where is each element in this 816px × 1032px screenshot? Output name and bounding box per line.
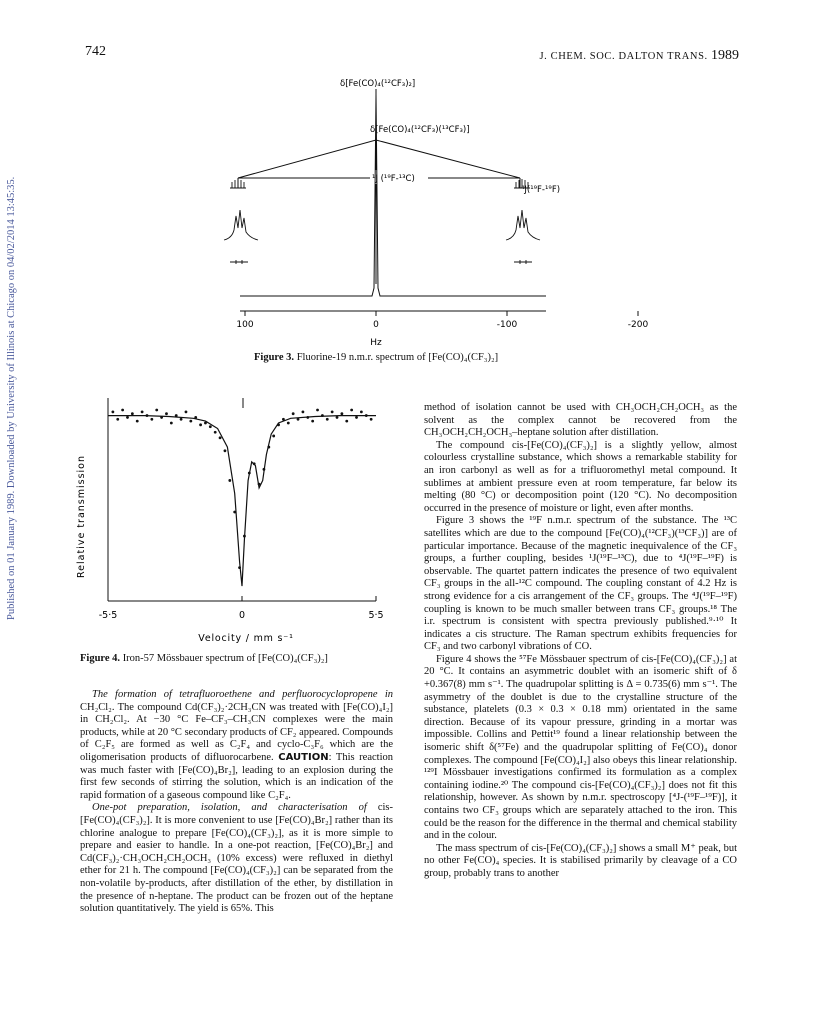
mb-data-point [121,409,124,412]
mb-data-point [355,416,358,419]
mb-x-tick-label: 5·5 [368,610,384,621]
nmr-x-label: Hz [370,338,382,348]
mb-data-point [340,412,343,415]
mb-data-point [336,416,339,419]
journal-year: 1989 [711,48,739,63]
mb-data-point [155,409,158,412]
nmr-satellite-left [224,179,258,264]
caution-label: CAUTION [278,751,329,763]
nmr-main-label: δ[Fe(CO)₄(¹²CF₃)₂] [340,79,416,89]
nmr-4j-label: ⁴J(¹⁹F-¹⁹F) [521,185,561,195]
mb-data-point [316,409,319,412]
nmr-coupling-label: ¹J (¹⁹F-¹³C) [372,174,415,184]
mb-data-point [170,422,173,425]
nmr-x-tick-label: 0 [373,320,379,330]
figure4-mossbauer-chart [76,388,384,646]
mb-data-point [326,418,329,421]
mb-data-point [224,449,227,452]
mb-data-point [370,418,373,421]
mb-data-point [272,435,275,438]
mb-data-point [292,412,295,415]
figure4-caption [80,653,328,664]
nmr-satellite-label: δ[Fe(CO)₄(¹²CF₃)(¹³CF₃)] [370,125,470,135]
mb-y-label: Relative transmission [76,454,87,578]
figure3-caption [254,352,498,363]
mb-data-point [111,410,114,413]
mb-data-point [287,422,290,425]
mb-x-tick-label: 0 [238,610,246,621]
figure3-nmr-chart [228,70,649,348]
mb-fit-curve [108,416,376,586]
mb-data-point [126,416,129,419]
journal-header [539,48,739,64]
mb-data-point [302,410,305,413]
mb-data-point [150,418,153,421]
preparation-text: cis-[Fe(CO)₄(CF₃)₂]. It is more convenient to use [Fe(CO)₄Br₂] rather than its chlorine analogue to prepare [Fe(CO)₄(CF₃)₂], as it is more simple to prepare and easier to handle. In a one-pot reaction, [Fe(CO)₄Br₂] and Cd(CF₃)₂·CH₃OCH₂CH₂OCH₃ (10% excess) were refluxed in diethyl ether for 21 h. The compound [Fe(CO)₄(CF₃)₂] can be separated from the non-volatile by-products, after distillation of the ether, by distillation in the presence of n-heptane. The product can be frozen out of the heptane solution quantitatively. The yield is 65%. This [80,802,393,915]
mb-data-point [331,410,334,413]
mb-axes [108,398,376,601]
paragraph-properties: The compound cis-[Fe(CO)₄(CF₃)₂] is a slightly yellow, almost colourless crystalline substance, which shows a remarkable stability for an iron carbonyl as well as for a trifluoromethyl metal compound. It sublimes at ambient pressure even at room temperature, far below its melting (80 °C) or decomposition point (120 °C). No decomposition occurred in the presence of moisture or light, even after months. [424,439,737,514]
mb-data-point [350,409,353,412]
paragraph-mass-spectrum: The mass spectrum of cis-[Fe(CO)₄(CF₃)₂] shows a small M⁺ peak, but no other Fe(CO)₄ species. It is stabilised primarily by cleavage of a CO group, probably trans to another [424,842,737,879]
mb-data-point [116,418,119,421]
mb-data-point [189,420,192,423]
figure4-caption-label: Figure 4. [80,653,121,664]
mb-data-point [136,420,139,423]
figure4-caption-text: Iron-57 Mössbauer spectrum of [Fe(CO)₄(CF₃)₂] [120,653,328,664]
mb-data-point [219,436,222,439]
section-title-preparation: One-pot preparation, isolation, and characterisation of [92,802,367,814]
mb-data-point [209,425,212,428]
download-stamp: Published on 01 January 1989. Downloaded by University of Illinois at Chicago on 04/02/2014 13:45:35. [6,176,17,620]
nmr-x-tick-label: -200 [627,320,649,330]
formation-text-b: : This reaction was much faster with [Fe(CO)₄Br₂], leading to an explosion during the first few seconds of stirring the solution, which is an indication of the rapid formation of a gaseous compound like C₂F₄. [80,751,393,801]
mb-data-point [311,420,314,423]
left-column [80,689,393,916]
mb-data-point [185,410,188,413]
page-number: 742 [85,44,106,59]
nmr-x-tick-label: 100 [236,320,254,330]
mb-x-label: Velocity / mm s⁻¹ [198,633,294,644]
mb-data-point [345,420,348,423]
mb-data-point [360,410,363,413]
nmr-x-tick-label: -100 [496,320,518,330]
journal-name: J. CHEM. SOC. DALTON TRANS. [539,51,708,62]
paragraph-mossbauer: Figure 4 shows the ⁵⁷Fe Mössbauer spectrum of cis-[Fe(CO)₄(CF₃)₂] at 20 °C. It contains an asymmetric doublet with an isomeric shift of δ +0.367(8) mm s⁻¹. The quadrupolar splitting is Δ = 0.735(6) mm s⁻¹. The asymmetry of the doublet is due to the crystalline structure of the substance, platelets (0.3 × 0.3 × 0.18 mm) orientated in the same direction. Because of its vapour pressure, grinding in a mortar was impossible. Collins and Pettit¹⁹ found a linear relationship between the isomeric shift δ(⁵⁷Fe) and the quadrupolar splitting of Fe(CO)₄ donor complexes. The compound [Fe(CO)₄I₂] also obeys this linear relationship. ¹²⁹I Mössbauer investigations confirmed its formulation as a complex containing iodine.²⁰ The compound cis-[Fe(CO)₄(CF₃)₂] does not fit this relationship, however. As shown by n.m.r. spectroscopy [⁴J-(¹⁹F–¹⁹F)], it contains two CF₃ groups which are separately attached to the iron. This could be the reason for the difference in the thermal and chemical stability and in the colour. [424,653,737,842]
mb-data-point [199,423,202,426]
figure3-caption-text: Fluorine-19 n.m.r. spectrum of [Fe(CO)₄(CF₃)₂] [294,352,499,363]
mb-data-point [228,479,231,482]
formation-text-a: CH₂Cl₂. The compound Cd(CF₃)₂·2CH₃CN was treated with [Fe(CO)₄I₂] in CH₂Cl₂. At −30 °C Fe–CF₃–CH₃CN complexes were the main products, while at 20 °C secondary products of CF₂ appeared. Compounds of C₂F₅ are formed as well as C₂F₄ and cyclo-C₃F₆ which are the oligomerisation products of difluorocarbene. [80,701,393,763]
section-title-formation: The formation of tetrafluoroethene and perfluorocyclopropene in [92,689,393,700]
mb-data-points [111,409,372,569]
paragraph-preparation [80,802,393,915]
paragraph-nmr: Figure 3 shows the ¹⁹F n.m.r. spectrum of the substance. The ¹³C satellites which are due to the compound [Fe(CO)₄(¹²CF₃)(¹³CF₃)] are of particular importance. Because of the magnetic inequivalence of the CF₃ groups, a further coupling, besides ¹J(¹⁹F–¹³C), due to ⁴J(¹⁹F–¹⁹F) is observable. The quartet pattern indicates the presence of two equivalent CF₃ groups in the all-¹²C compound. The coupling constant of 4.2 Hz is strong evidence for a cis arrangement of the CF₃ groups. The ⁴J(¹⁹F–¹⁹F) coupling is known to be much smaller between trans CF₃ groups.¹⁸ The i.r. spectrum is consistent with spectra previously published.⁹·¹⁰ It indicates a cis structure. The Raman spectrum exhibits frequencies for CF₃ and two carbonyl vibrations of CO. [424,515,737,653]
mb-data-point [180,418,183,421]
mb-data-point [141,410,144,413]
mb-data-point [214,431,217,434]
mb-data-point [165,412,168,415]
right-column [424,402,737,881]
paragraph-formation [80,689,393,802]
mb-x-tick-label: -5·5 [98,610,118,621]
figure3-caption-label: Figure 3. [254,352,295,363]
paragraph-isolation: method of isolation cannot be used with CH₃OCH₂CH₂OCH₃ as the solvent as the complex cannot be recovered from the CH₃OCH₂CH₂OCH₃–heptane solution after distillation. [424,402,737,439]
mb-data-point [131,412,134,415]
